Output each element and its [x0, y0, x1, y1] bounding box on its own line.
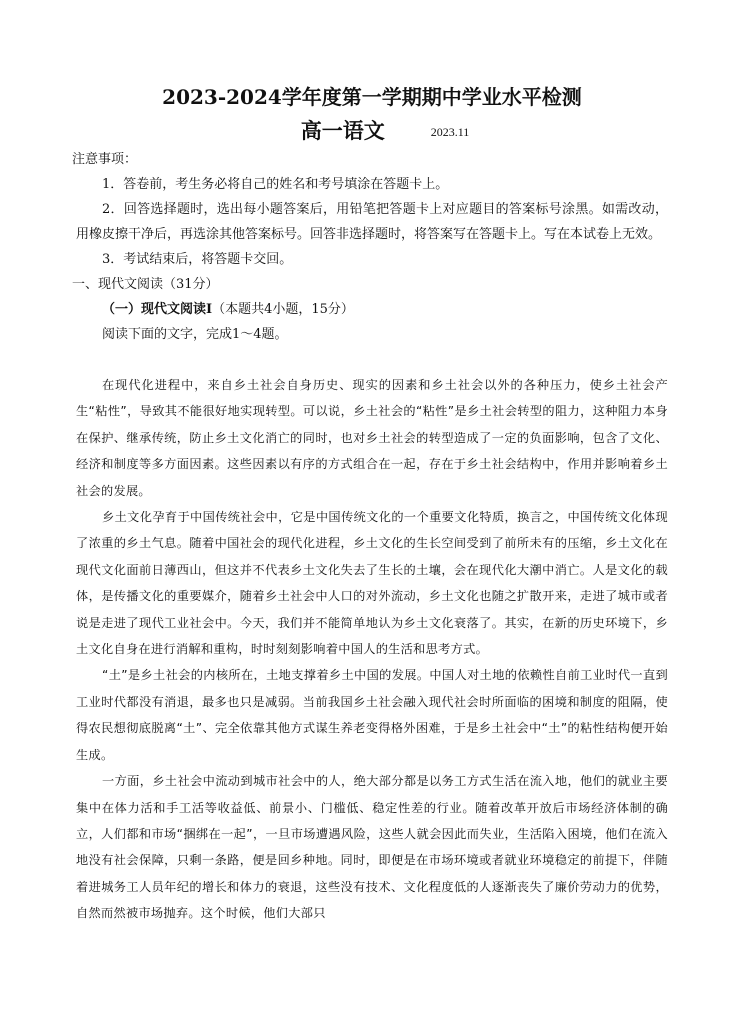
subject-title: 高一语文: [300, 118, 385, 143]
subtitle-row: [0, 116, 744, 146]
notice-item: 3．考试结束后，将答题卡交回。: [102, 252, 293, 267]
sub-section-detail: （本题共4小题，15分）: [212, 302, 354, 317]
reading-passage: [76, 372, 668, 927]
passage-paragraph: 一方面，乡土社会中流动到城市社会中的人，绝大部分都是以务工方式生活在流入地，他们的就业主要集中在体力活和手工活等收益低、前景小、门槛低、稳定性差的行业。随着改革开放后市场经济体制的确立，人们都和市场“捆绑在一起”，一旦市场遭遇风险，这些人就会因此而失业，生活陷入困境，他们在流入地没有社会保障，只剩一条路，便是回乡种地。同时，即便是在市场环境或者就业环境稳定的前提下，伴随着进城务工人员年纪的增长和体力的衰退，这些没有技术、文化程度低的人逐渐丧失了廉价劳动力的优势，自然而然被市场抛弃。这个时候，他们大部只: [76, 774, 668, 921]
sub-section-label: （一）现代文阅读Ⅰ: [102, 302, 213, 317]
passage-paragraph: 在现代化进程中，来自乡土社会自身历史、现实的因素和乡土社会以外的各种压力，使乡土社会产生“粘性”，导致其不能很好地实现转型。可以说，乡土社会的“粘性”是乡土社会转型的阻力，这种阻力本身在保护、继承传统，防止乡土文化消亡的同时，也对乡土社会的转型造成了一定的负面影响，包含了文化、经济和制度等多方面因素。这些因素以有序的方式组合在一起，存在于乡土社会结构中，作用并影响着乡土社会的发展。: [76, 378, 668, 498]
notice-heading: 注意事项：: [72, 152, 138, 167]
passage-paragraph: 乡土文化孕育于中国传统社会中，它是中国传统文化的一个重要文化特质，换言之，中国传统文化体现了浓重的乡土气息。随着中国社会的现代化进程，乡土文化的生长空间受到了前所未有的压缩，乡土文化在现代文化面前日薄西山，但这并不代表乡土文化失去了生长的土壤，会在现代化大潮中消亡。人是文化的载体，是传播文化的重要媒介，随着乡土社会中人口的对外流动，乡土文化也随之扩散开来，走进了城市或者说是走进了现代工业社会中。今天，我们并不能简单地认为乡土文化衰落了。其实，在新的历史环境下，乡土文化自身在进行消解和重构，时时刻刻影响着中国人的生活和思考方式。: [76, 510, 668, 657]
sub-section-heading: [76, 297, 668, 322]
exam-date: 2023.11: [430, 125, 470, 139]
notice-item: 2．回答选择题时，选出每小题答案后，用铅笔把答题卡上对应题目的答案标号涂黑。如需改动，用橡皮擦干净后，再选涂其他答案标号。回答非选择题时，将答案写在答题卡上。写在本试卷上无效。: [76, 202, 668, 242]
section-heading: 一、现代文阅读（31分）: [72, 277, 219, 292]
notice-item: 1．答卷前，考生务必将自己的姓名和考号填涂在答题卡上。: [102, 177, 449, 192]
passage-paragraph: “土”是乡土社会的内核所在，土地支撑着乡土中国的发展。中国人对土地的依赖性自前工业时代一直到工业时代都没有消退，最多也只是减弱。当前我国乡土社会融入现代社会时所面临的困境和制度的阻隔，使得农民想彻底脱离“土”、完全依靠其他方式谋生养老变得格外困难，于是乡土社会中“土”的粘性结构便开始生成。: [76, 668, 668, 762]
notice-block: [72, 147, 668, 347]
exam-title: 2023-2024学年度第一学期期中学业水平检测: [162, 85, 582, 109]
reading-instruction: 阅读下面的文字，完成1～4题。: [102, 327, 288, 342]
